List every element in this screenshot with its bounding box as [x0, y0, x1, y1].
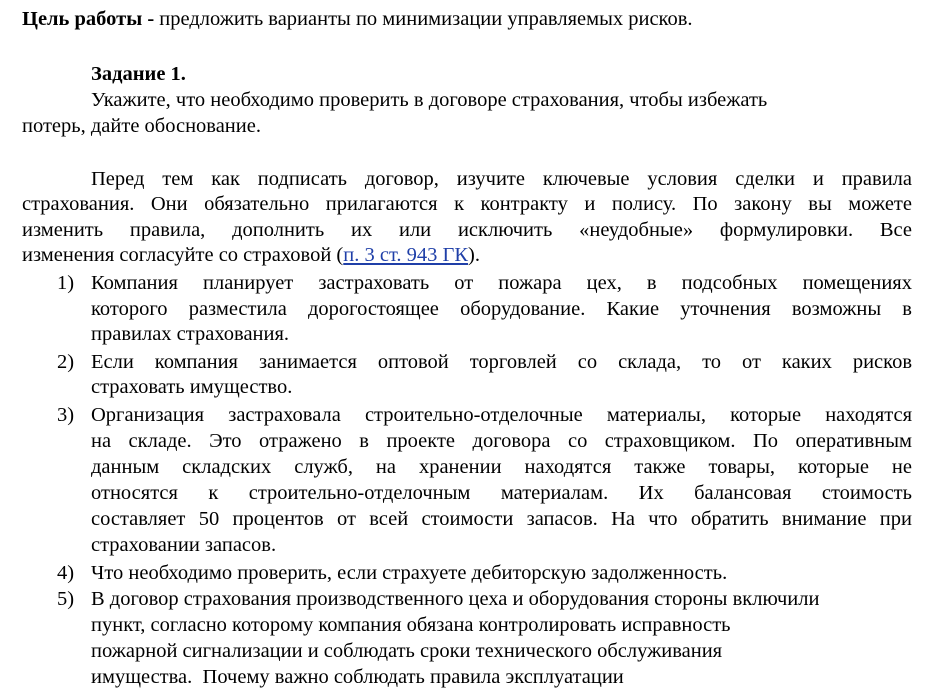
- list-item-2-line-2: страховать имущество.: [91, 376, 293, 398]
- list-item-1-number: 1): [57, 272, 75, 294]
- intro-line-3: изменить правила, дополнить их или исключить «неудобные» формулировки. Все: [22, 219, 912, 241]
- list-item-3-number: 3): [57, 404, 75, 426]
- list-item-5-line-1: В договор страхования производственного цеха и оборудования стороны включили: [91, 588, 820, 610]
- goal-line: [22, 6, 693, 32]
- list-item-1-line-1: Компания планирует застраховать от пожара цех, в подсобных помещениях: [91, 272, 912, 294]
- list-item-3-line-1: Организация застраховала строительно-отделочные материалы, которые находятся: [91, 404, 912, 426]
- task-question-line-1: Укажите, что необходимо проверить в договоре страхования, чтобы избежать: [91, 89, 768, 111]
- task-title: Задание 1.: [91, 63, 186, 85]
- intro-line-4-text: изменения согласуйте со страховой (: [22, 244, 344, 266]
- list-item-3-line-5: составляет 50 процентов от всей стоимости запасов. На что обратить внимание при: [91, 508, 912, 530]
- list-item-1-line-3: правилах страхования.: [91, 323, 290, 345]
- list-item-5-line-4: имущества. Почему важно соблюдать правила эксплуатации: [91, 666, 624, 688]
- list-item-3-line-3: данным складских служб, на хранении находятся также товары, которые не: [91, 456, 912, 478]
- intro-line-1: Перед тем как подписать договор, изучите ключевые условия сделки и правила: [91, 168, 912, 190]
- list-item-1-line-2: которого разместила дорогостоящее оборудование. Какие уточнения возможны в: [91, 298, 912, 320]
- list-item-3-line-4: относятся к строительно-отделочным материалам. Их балансовая стоимость: [91, 482, 912, 504]
- list-item-4-number: 4): [57, 562, 75, 584]
- law-reference-link[interactable]: п. 3 ст. 943 ГК: [343, 244, 469, 266]
- list-item-3-line-2: на складе. Это отражено в проекте договора со страховщиком. По оперативным: [91, 430, 912, 452]
- task-question-line-2: потерь, дайте обоснование.: [22, 115, 261, 137]
- list-item-4-line-1: Что необходимо проверить, если страхуете дебиторскую задолженность.: [91, 562, 728, 584]
- list-item-2-line-1: Если компания занимается оптовой торговлей со склада, то от каких рисков: [91, 351, 912, 373]
- intro-line-4: [22, 242, 480, 268]
- intro-line-4-end: ).: [468, 244, 480, 266]
- list-item-5-line-2: пункт, согласно которому компания обязана контролировать исправность: [91, 614, 731, 636]
- goal-separator: -: [142, 8, 160, 30]
- intro-line-2: страхования. Они обязательно прилагаются к контракту и полису. По закону вы можете: [22, 193, 912, 215]
- list-item-3-line-6: страховании запасов.: [91, 534, 277, 556]
- list-item-5-number: 5): [57, 588, 75, 610]
- goal-label: Цель работы: [22, 8, 143, 30]
- list-item-2-number: 2): [57, 351, 75, 373]
- list-item-5-line-3: пожарной сигнализации и соблюдать сроки технического обслуживания: [91, 640, 723, 662]
- goal-text: предложить варианты по минимизации управляемых рисков.: [159, 8, 693, 30]
